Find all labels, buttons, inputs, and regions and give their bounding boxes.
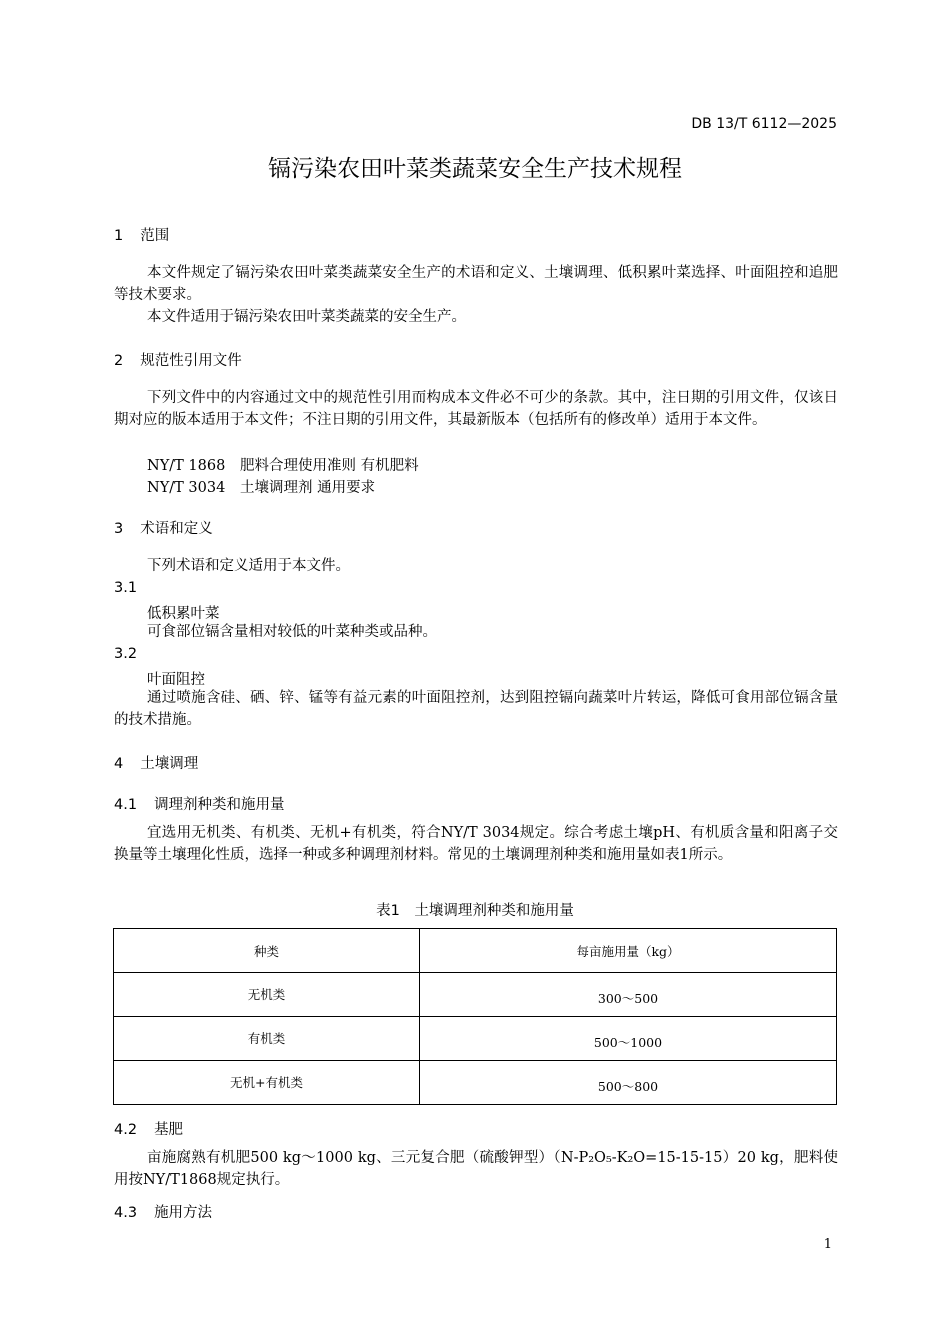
subsection-4-1-paragraph: 宜选用无机类、有机类、无机+有机类，符合NY/T 3034规定。综合考虑土壤pH、有机质含量和阳离子交换量等土壤理化性质，选择一种或多种调理剂材料。常见的土壤调理剂种类和施用量如表1所示。 [114, 825, 838, 863]
term-3-2-definition: 通过喷施含硅、硒、锌、锰等有益元素的叶面阻控剂，达到阻控镉向蔬菜叶片转运，降低可食用部位镉含量的技术措施。 [114, 690, 838, 728]
table-cell [114, 1017, 420, 1061]
section-title: 术语和定义 [140, 521, 213, 537]
subsection-4-3-heading [114, 1201, 212, 1222]
section-4-heading [114, 752, 198, 773]
table-header-row [114, 929, 837, 973]
table-header-cell [114, 929, 420, 973]
section-number: 3 [114, 521, 124, 537]
section-3-heading [114, 517, 213, 538]
table-header-cell [420, 929, 837, 973]
subsection-4-2-heading [114, 1118, 183, 1139]
term-3-1-name: 低积累叶菜 [147, 606, 220, 622]
table-cell [114, 1061, 420, 1105]
page-number: 1 [823, 1237, 832, 1252]
subsection-title: 调理剂种类和施用量 [154, 797, 285, 813]
section-number: 4 [114, 756, 124, 772]
reference-code: NY/T 1868 [147, 458, 226, 474]
table-row [114, 1017, 837, 1061]
row-amount: 300～500 [597, 991, 659, 1006]
table-cell [420, 1017, 837, 1061]
row-amount: 500～1000 [593, 1035, 663, 1050]
table-cell [420, 973, 837, 1017]
subsection-4-2-paragraph: 亩施腐熟有机肥500 kg～1000 kg、三元复合肥（硫酸钾型）（N-P₂O₅-K₂O=15-15-15）20 kg，肥料使用按NY/T1868规定执行。 [114, 1150, 838, 1188]
row-amount: 500～800 [597, 1079, 659, 1094]
table-cell [420, 1061, 837, 1105]
term-3-1-number: 3.1 [114, 580, 138, 596]
header-type: 种类 [253, 943, 279, 959]
section-3-paragraph-1: 下列术语和定义适用于本文件。 [147, 558, 350, 574]
subsection-4-1-heading [114, 793, 285, 814]
table-cell [114, 973, 420, 1017]
section-number: 2 [114, 353, 124, 369]
reference-item [147, 454, 419, 475]
table-1 [113, 928, 837, 1105]
subsection-number: 4.1 [114, 797, 138, 813]
row-type: 无机类 [247, 987, 286, 1002]
subsection-number: 4.2 [114, 1122, 138, 1138]
section-title: 土壤调理 [140, 756, 199, 772]
subsection-number: 4.3 [114, 1205, 138, 1221]
document-code: DB 13/T 6112—2025 [691, 116, 837, 132]
section-number: 1 [114, 228, 124, 244]
section-title: 规范性引用文件 [140, 353, 242, 369]
section-1-paragraph-2: 本文件适用于镉污染农田叶菜类蔬菜的安全生产。 [147, 309, 466, 325]
term-3-2-number: 3.2 [114, 646, 138, 662]
table-row [114, 973, 837, 1017]
section-title: 范围 [140, 228, 170, 244]
term-3-1-definition: 可食部位镉含量相对较低的叶菜种类或品种。 [147, 624, 437, 640]
reference-item [147, 476, 375, 497]
subsection-title: 施用方法 [154, 1205, 213, 1221]
section-1-heading [114, 224, 169, 245]
table-row [114, 1061, 837, 1105]
reference-code: NY/T 3034 [147, 480, 226, 496]
table-1-caption: 表1 土壤调理剂种类和施用量 [376, 903, 574, 919]
section-2-paragraph-1: 下列文件中的内容通过文中的规范性引用而构成本文件必不可少的条款。其中，注日期的引用文件，仅该日期对应的版本适用于本文件；不注日期的引用文件，其最新版本（包括所有的修改单）适用于本文件。 [114, 390, 838, 428]
document-title: 镉污染农田叶菜类蔬菜安全生产技术规程 [268, 156, 682, 182]
row-type: 无机+有机类 [230, 1075, 303, 1090]
section-1-paragraph-1: 本文件规定了镉污染农田叶菜类蔬菜安全生产的术语和定义、土壤调理、低积累叶菜选择、叶面阻控和追肥等技术要求。 [114, 265, 838, 303]
reference-name: 肥料合理使用准则 有机肥料 [240, 458, 419, 474]
term-3-2-name: 叶面阻控 [147, 672, 205, 688]
reference-name: 土壤调理剂 通用要求 [240, 480, 376, 496]
header-amount: 每亩施用量（kg） [576, 943, 680, 959]
section-2-heading [114, 349, 242, 370]
subsection-title: 基肥 [154, 1122, 184, 1138]
row-type: 有机类 [247, 1031, 286, 1046]
